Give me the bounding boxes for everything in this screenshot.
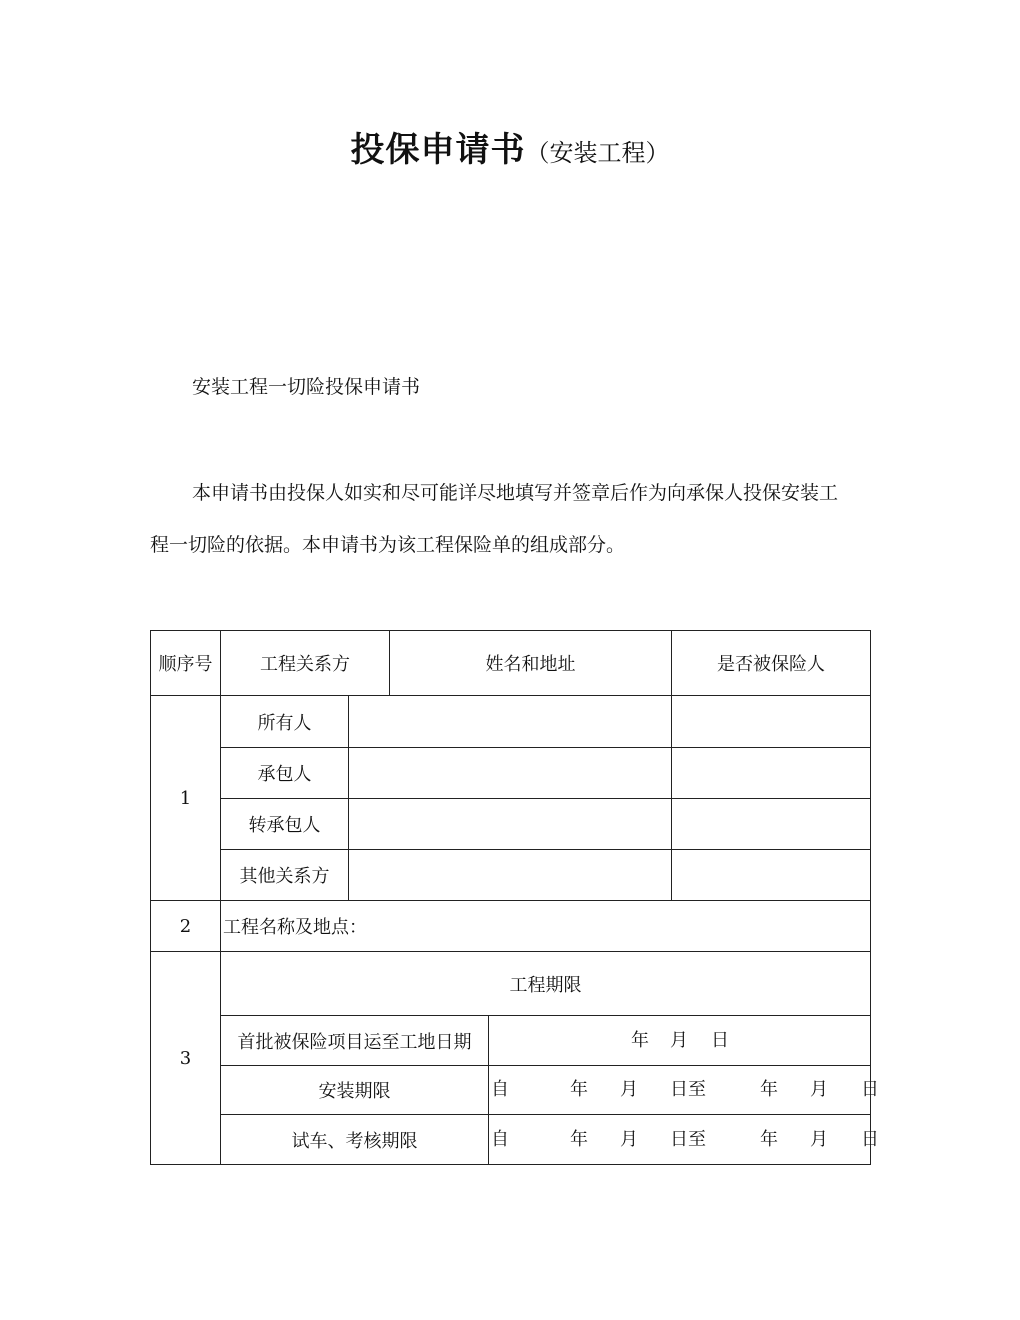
date-day-to: 日至 <box>670 1079 706 1100</box>
date-day: 日 <box>711 1030 729 1051</box>
test-period-dates <box>489 1115 879 1164</box>
date-year-end: 年 <box>760 1129 778 1150</box>
date-month: 月 <box>670 1030 688 1051</box>
first-delivery-label: 首批被保险项目运至工地日期 <box>237 1031 472 1053</box>
date-year: 年 <box>570 1079 588 1100</box>
install-period-dates <box>489 1066 879 1114</box>
title-sub: （安装工程） <box>525 139 670 167</box>
party-contractor: 承包人 <box>257 764 312 785</box>
date-month: 月 <box>620 1129 638 1150</box>
header-name-address: 姓名和地址 <box>485 654 576 675</box>
date-year: 年 <box>570 1129 588 1150</box>
date-from: 自 <box>491 1079 509 1100</box>
project-period-header: 工程期限 <box>509 974 582 996</box>
header-insured: 是否被保险人 <box>717 654 825 675</box>
header-seq: 顺序号 <box>158 654 213 675</box>
date-day-end: 日 <box>861 1129 879 1150</box>
intro-paragraph-line-2: 程一切险的依据。本申请书为该工程保险单的组成部分。 <box>150 534 626 556</box>
date-day-end: 日 <box>861 1079 879 1100</box>
party-other: 其他关系方 <box>239 866 330 887</box>
subheading: 安装工程一切险投保申请书 <box>192 376 421 398</box>
date-day-to: 日至 <box>670 1129 706 1150</box>
install-period-label: 安装期限 <box>318 1081 391 1102</box>
intro-paragraph-line-1: 本申请书由投保人如实和尽可能详尽地填写并签章后作为向承保人投保安装工 <box>192 482 839 504</box>
date-month: 月 <box>620 1079 638 1100</box>
project-name-location-label: 工程名称及地点： <box>223 917 367 938</box>
document-title <box>0 122 1020 171</box>
first-delivery-date <box>489 1016 870 1065</box>
table-border-bottom <box>150 1164 871 1165</box>
date-year-end: 年 <box>760 1079 778 1100</box>
test-period-label: 试车、考核期限 <box>291 1130 418 1152</box>
table-col-rule <box>348 695 349 901</box>
party-owner: 所有人 <box>257 712 312 734</box>
section-3-number: 3 <box>179 1047 192 1069</box>
title-main: 投保申请书 <box>350 130 526 170</box>
section-2-number: 2 <box>179 915 192 937</box>
date-month-end: 月 <box>810 1079 828 1100</box>
party-subcontractor: 转承包人 <box>248 815 321 836</box>
date-year: 年 <box>631 1030 649 1051</box>
section-1-number: 1 <box>179 787 192 809</box>
date-from: 自 <box>491 1129 509 1150</box>
date-month-end: 月 <box>810 1129 828 1150</box>
header-party: 工程关系方 <box>260 654 350 675</box>
